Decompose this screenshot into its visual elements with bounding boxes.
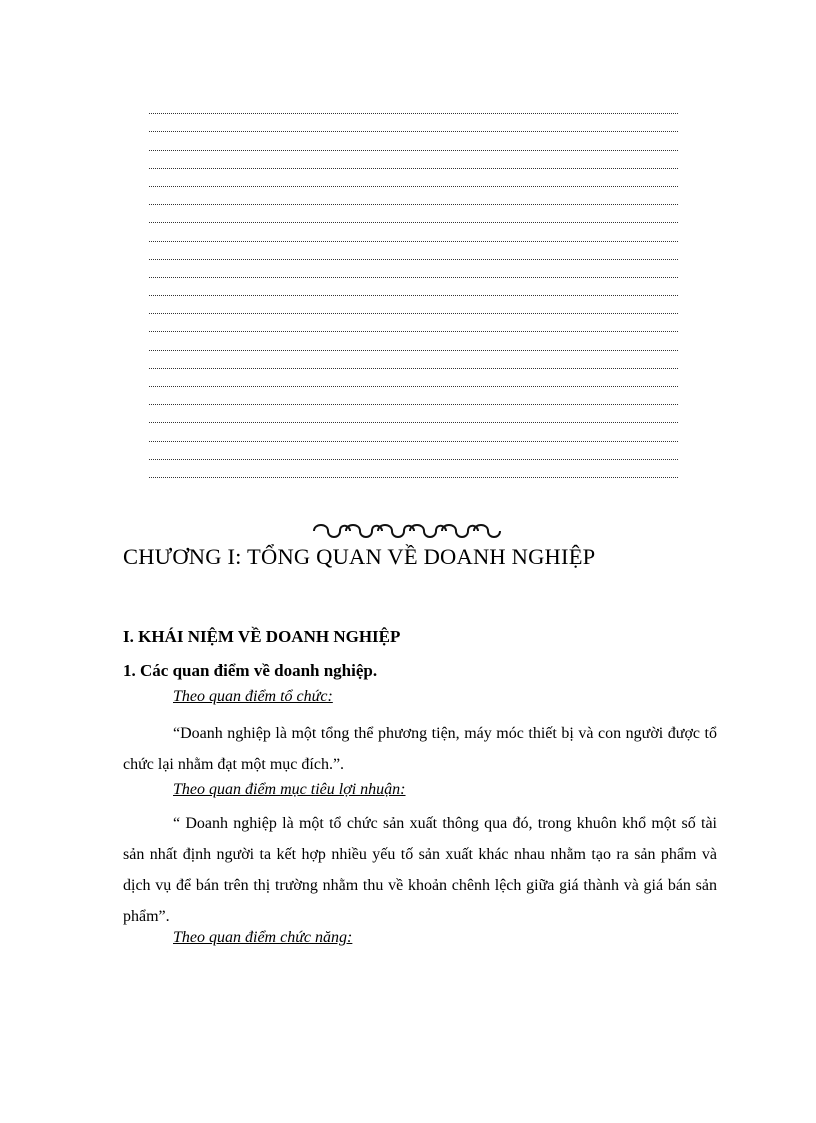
dotted-line bbox=[149, 205, 678, 223]
dotted-line bbox=[149, 369, 678, 387]
viewpoint-heading-organization: Theo quan điểm tổ chức: bbox=[173, 688, 333, 705]
ornament-icon bbox=[310, 520, 506, 542]
dotted-blank-lines bbox=[149, 96, 678, 478]
viewpoint-heading-profit: Theo quan điểm mục tiêu lợi nhuận: bbox=[173, 781, 406, 798]
dotted-line bbox=[149, 296, 678, 314]
dotted-line bbox=[149, 460, 678, 478]
dotted-line bbox=[149, 351, 678, 369]
viewpoint-paragraph-profit: “ Doanh nghiệp là một tổ chức sản xuất thông qua đó, trong khuôn khổ một số tài sản nhất định người ta kết hợp nhiều yếu tố sản xuất khác nhau nhằm tạo ra sản phẩm và dịch vụ để bán trên thị trường nhằm thu về khoản chênh lệch giữa giá thành và giá bán sản phẩm”. bbox=[123, 815, 717, 925]
dotted-line bbox=[149, 387, 678, 405]
dotted-line bbox=[149, 187, 678, 205]
section-title: I. KHÁI NIỆM VỀ DOANH NGHIỆP bbox=[123, 627, 401, 646]
dotted-line bbox=[149, 223, 678, 241]
dotted-line bbox=[149, 423, 678, 441]
dotted-line bbox=[149, 442, 678, 460]
dotted-line bbox=[149, 132, 678, 150]
dotted-line bbox=[149, 96, 678, 114]
ornament-divider bbox=[0, 520, 816, 547]
dotted-line bbox=[149, 114, 678, 132]
chapter-title: CHƯƠNG I: TỔNG QUAN VỀ DOANH NGHIỆP bbox=[123, 544, 596, 569]
dotted-line bbox=[149, 260, 678, 278]
dotted-line bbox=[149, 314, 678, 332]
dotted-line bbox=[149, 169, 678, 187]
dotted-line bbox=[149, 278, 678, 296]
dotted-line bbox=[149, 151, 678, 169]
viewpoint-heading-function: Theo quan điểm chức năng: bbox=[173, 929, 353, 946]
viewpoint-paragraph-organization: “Doanh nghiệp là một tổng thể phương tiện, máy móc thiết bị và con người được tổ chức lại nhằm đạt một mục đích.”. bbox=[123, 725, 717, 773]
dotted-line bbox=[149, 332, 678, 350]
dotted-line bbox=[149, 242, 678, 260]
dotted-line bbox=[149, 405, 678, 423]
subsection-title: 1. Các quan điểm về doanh nghiệp. bbox=[123, 661, 378, 680]
